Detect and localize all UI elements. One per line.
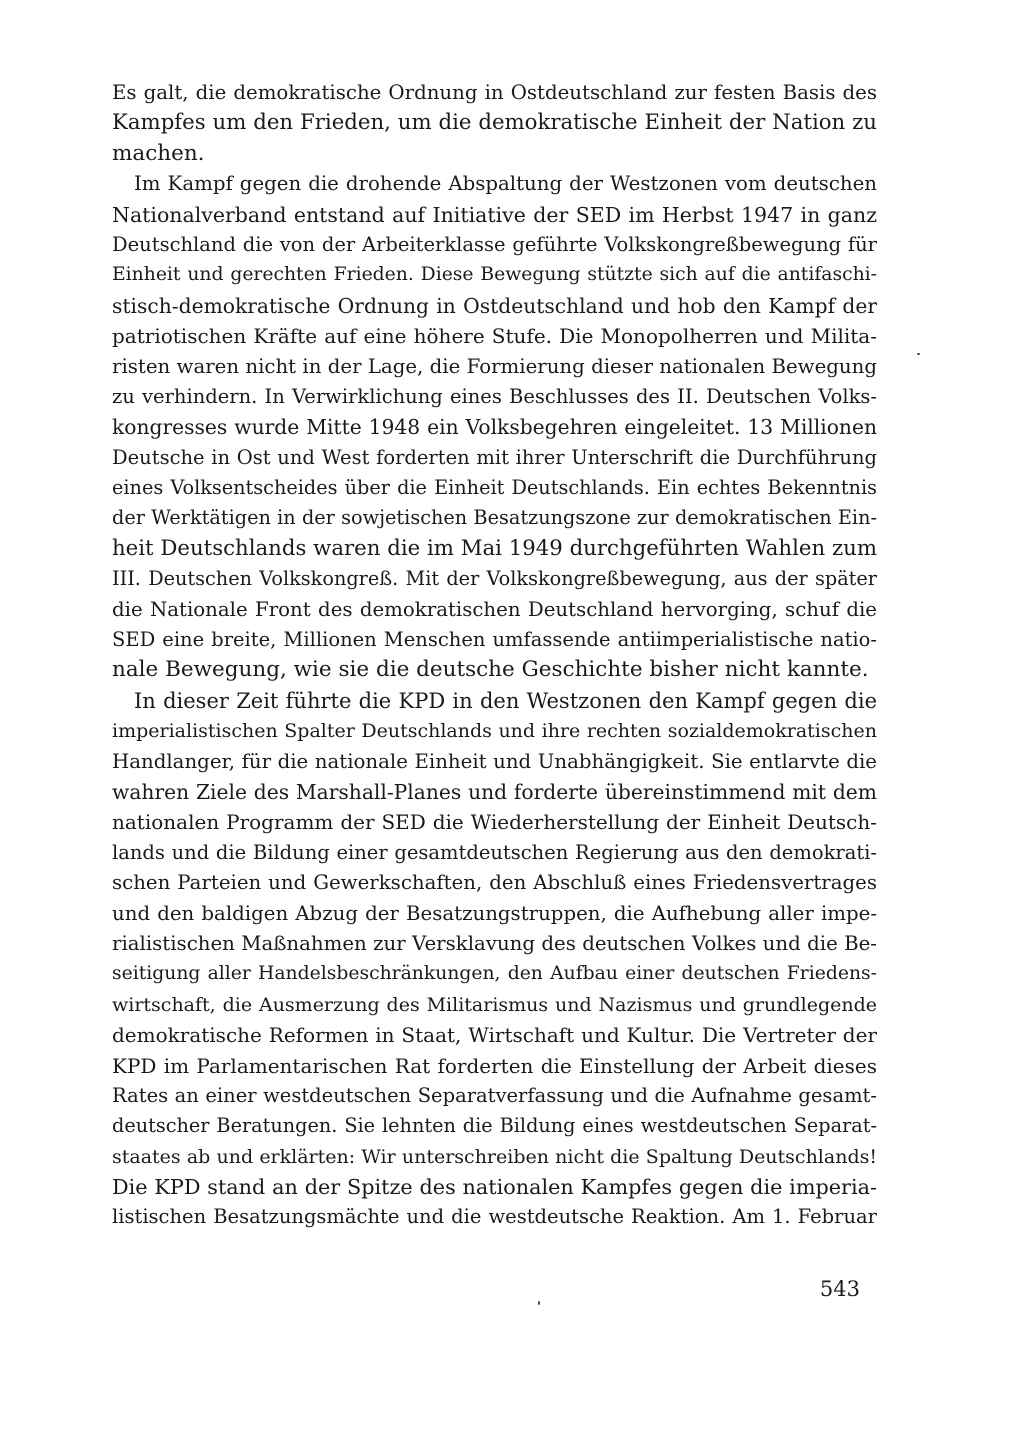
text-line: zu verhindern. In Verwirklichung eines Beschlusses des II. Deutschen Volks- [112,384,877,408]
paragraph-3 [112,686,877,1233]
text-line: kongresses wurde Mitte 1948 ein Volksbegehren eingeleitet. 13 Millionen [112,415,877,440]
text-line: KPD im Parlamentarischen Rat forderten die Einstellung der Arbeit dieses [112,1053,877,1078]
text-line: SED eine breite, Millionen Menschen umfassende antiimperialistische natio- [112,628,877,652]
text-line: Handlanger, für die nationale Einheit und Unabhängigkeit. Sie entlarvte die [112,749,877,773]
text-line: die Nationale Front des demokratischen Deutschland hervorging, schuf die [112,597,877,621]
text-line: wirtschaft, die Ausmerzung des Militarismus und Nazismus und grundlegende [112,993,877,1016]
text-line: In dieser Zeit führte die KPD in den Westzonen den Kampf gegen die [134,688,877,713]
text-line: der Werktätigen in der sowjetischen Besatzungszone zur demokratischen Ein- [112,506,877,530]
text-line: machen. [112,140,205,166]
text-line: deutscher Beratungen. Sie lehnten die Bildung eines westdeutschen Separat- [112,1114,877,1138]
text-line: imperialistischen Spalter Deutschlands und ihre rechten sozialdemokratischen [112,720,877,743]
paragraph-1 [112,78,877,169]
text-line: schen Parteien und Gewerkschaften, den Abschluß eines Friedensvertrages [112,871,877,895]
text-line: und den baldigen Abzug der Besatzungstruppen, die Aufhebung aller impe- [112,901,877,925]
text-line: demokratische Reformen in Staat, Wirtschaft und Kultur. Die Vertreter der [112,1023,877,1048]
text-line: heit Deutschlands waren die im Mai 1949 durchgeführten Wahlen zum [112,535,877,561]
text-line: stisch-demokratische Ordnung in Ostdeutschland und hob den Kampf der [112,293,877,318]
text-line: nale Bewegung, wie sie die deutsche Geschichte bisher nicht kannte. [112,657,869,683]
scan-speck [917,353,920,355]
text-line: patriotischen Kräfte auf eine höhere Stufe. Die Monopolherren und Milita- [112,324,877,349]
scan-speck [538,1301,540,1305]
text-line: seitigung aller Handelsbeschränkungen, den Aufbau einer deutschen Friedens- [112,963,877,985]
text-line: Deutsche in Ost und West forderten mit ihrer Unterschrift die Durchführung [112,445,877,469]
text-line: lands und die Bildung einer gesamtdeutschen Regierung aus den demokrati- [112,840,877,864]
text-line: eines Volksentscheides über die Einheit Deutschlands. Ein echtes Bekenntnis [112,476,877,500]
text-line: Rates an einer westdeutschen Separatverfassung und die Aufnahme gesamt- [112,1083,877,1107]
text-line: Einheit und gerechten Frieden. Diese Bewegung stützte sich auf die antifaschi- [112,264,877,286]
text-line: risten waren nicht in der Lage, die Formierung dieser nationalen Bewegung [112,354,877,378]
paragraph-2 [112,169,877,686]
text-line: listischen Besatzungsmächte und die westdeutsche Reaktion. Am 1. Februar [112,1205,877,1229]
text-line: Die KPD stand an der Spitze des nationalen Kampfes gegen die imperia- [112,1175,877,1200]
text-line: Deutschland die von der Arbeiterklasse geführte Volkskongreßbewegung für [112,232,877,256]
text-line: III. Deutschen Volkskongreß. Mit der Volkskongreßbewegung, aus der später [112,567,877,591]
text-line: Nationalverband entstand auf Initiative der SED im Herbst 1947 in ganz [112,202,877,227]
body-text [112,78,877,1233]
text-line: rialistischen Maßnahmen zur Versklavung des deutschen Volkes und die Be- [112,931,877,955]
text-line: Es galt, die demokratische Ordnung in Ostdeutschland zur festen Basis des [112,81,877,104]
text-line: Im Kampf gegen die drohende Abspaltung der Westzonen vom deutschen [134,172,877,196]
text-line: nationalen Programm der SED die Wiederherstellung der Einheit Deutsch- [112,810,877,835]
text-line: wahren Ziele des Marshall-Planes und forderte übereinstimmend mit dem [112,779,877,804]
text-line: Kampfes um den Frieden, um die demokratische Einheit der Nation zu [112,110,877,136]
text-line: staates ab und erklärten: Wir unterschreiben nicht die Spaltung Deutschlands! [112,1145,877,1168]
page-number: 543 [819,1277,860,1301]
